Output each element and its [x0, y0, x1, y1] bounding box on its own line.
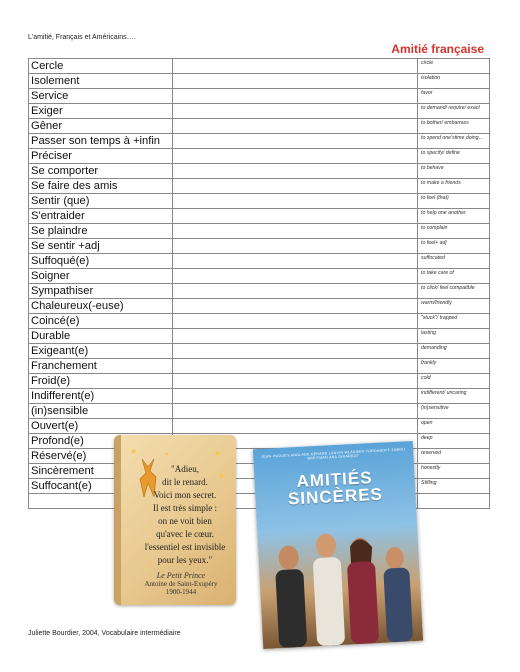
french-term-cell: Profond(e)	[29, 434, 173, 449]
english-translation-cell: "stuck"/ trapped	[418, 314, 490, 329]
french-term-cell: Froid(e)	[29, 374, 173, 389]
blank-cell	[173, 89, 418, 104]
english-translation-cell: open	[418, 419, 490, 434]
english-translation-cell: indifferent/ uncaring	[418, 389, 490, 404]
french-term-cell: Suffocant(e)	[29, 479, 173, 494]
blank-cell	[173, 134, 418, 149]
french-term-cell: Passer son temps à +infin	[29, 134, 173, 149]
quote-line: Voici mon secret.	[153, 490, 217, 500]
quote-line: l'essentiel est invisible	[144, 542, 226, 552]
english-translation-cell: lasting	[418, 329, 490, 344]
french-term-cell: Coincé(e)	[29, 314, 173, 329]
table-row	[29, 194, 490, 209]
table-row	[29, 374, 490, 389]
blank-cell	[173, 104, 418, 119]
poster-cast-illustration	[257, 511, 424, 649]
table-row	[29, 434, 490, 449]
table-row	[29, 149, 490, 164]
blank-cell	[173, 359, 418, 374]
english-translation-cell: warm/friendly	[418, 299, 490, 314]
english-translation-cell: to demand/ require/ exact	[418, 104, 490, 119]
star-icon: ★	[218, 471, 226, 480]
blank-cell	[173, 329, 418, 344]
english-translation-cell: to complain	[418, 224, 490, 239]
english-translation-cell: honestly	[418, 464, 490, 479]
french-term-cell: Cercle	[29, 59, 173, 74]
book-attribution	[132, 572, 230, 596]
english-translation-cell: to make a friends	[418, 179, 490, 194]
table-row	[29, 164, 490, 179]
english-translation-cell: demanding	[418, 344, 490, 359]
blank-cell	[173, 74, 418, 89]
french-term-cell: Réservé(e)	[29, 449, 173, 464]
english-translation-cell: favor	[418, 89, 490, 104]
french-term-cell: Se plaindre	[29, 224, 173, 239]
english-translation-cell: to behave	[418, 164, 490, 179]
blank-cell	[173, 194, 418, 209]
french-term-cell: Sympathiser	[29, 284, 173, 299]
blank-cell	[173, 164, 418, 179]
blank-cell	[173, 284, 418, 299]
poster-cast-names: JEAN-HUGUES ANGLADE GÉRARD LANVIN WLADIMIR YORDANOFF ZABOU BREITMAN ANA GIRARDOT	[261, 447, 406, 461]
document-header: L'amitié, Français et Américains….	[28, 34, 136, 41]
page-title: Amitié française	[391, 42, 484, 56]
french-term-cell: Suffoqué(e)	[29, 254, 173, 269]
english-translation-cell	[418, 494, 490, 509]
blank-cell	[173, 389, 418, 404]
table-row	[29, 104, 490, 119]
book-title: Le Petit Prince	[156, 571, 206, 580]
french-term-cell: Se comporter	[29, 164, 173, 179]
quote-line: Il est très simple :	[153, 503, 217, 513]
blank-cell	[173, 344, 418, 359]
table-row	[29, 389, 490, 404]
vocabulary-table-body	[29, 59, 490, 509]
blank-cell	[173, 299, 418, 314]
poster-title-line: AMITIÉS	[296, 468, 373, 492]
french-term-cell: S'entraider	[29, 209, 173, 224]
blank-cell	[173, 404, 418, 419]
blank-cell	[173, 269, 418, 284]
table-row	[29, 419, 490, 434]
english-translation-cell: to feel+ adj	[418, 239, 490, 254]
english-translation-cell: reserved	[418, 449, 490, 464]
quote-line: dit le renard.	[162, 477, 208, 487]
english-translation-cell: cold	[418, 374, 490, 389]
quote-line: pour les yeux."	[157, 555, 213, 565]
blank-cell	[173, 254, 418, 269]
table-row	[29, 74, 490, 89]
table-row	[29, 224, 490, 239]
table-row	[29, 344, 490, 359]
english-translation-cell: deep	[418, 434, 490, 449]
english-translation-cell: to click/ feel compatible	[418, 284, 490, 299]
book-years: 1900-1944	[165, 588, 197, 596]
french-term-cell: (in)sensible	[29, 404, 173, 419]
book-author: Antoine de Saint-Exupéry	[144, 580, 218, 588]
french-term-cell: Sincèrement	[29, 464, 173, 479]
french-term-cell: Ouvert(e)	[29, 419, 173, 434]
french-term-cell: Durable	[29, 329, 173, 344]
french-term-cell: Gêner	[29, 119, 173, 134]
english-translation-cell: (in)sensitive	[418, 404, 490, 419]
table-row	[29, 209, 490, 224]
blank-cell	[173, 419, 418, 434]
french-term-cell: Service	[29, 89, 173, 104]
book-spine	[114, 435, 121, 605]
english-translation-cell: to help one another	[418, 209, 490, 224]
french-term-cell: Exigeant(e)	[29, 344, 173, 359]
star-icon: ★	[214, 449, 222, 458]
english-translation-cell: isolation	[418, 74, 490, 89]
blank-cell	[173, 224, 418, 239]
english-translation-cell: to take care of	[418, 269, 490, 284]
french-term-cell: Exiger	[29, 104, 173, 119]
table-row	[29, 89, 490, 104]
blank-cell	[173, 119, 418, 134]
french-term-cell: Soigner	[29, 269, 173, 284]
english-translation-cell: frankly	[418, 359, 490, 374]
english-translation-cell: circle	[418, 59, 490, 74]
table-row	[29, 239, 490, 254]
table-row	[29, 299, 490, 314]
quote-line: "Adieu,	[171, 464, 199, 474]
table-row	[29, 179, 490, 194]
blank-cell	[173, 239, 418, 254]
table-row	[29, 254, 490, 269]
french-term-cell: Se faire des amis	[29, 179, 173, 194]
blank-cell	[173, 59, 418, 74]
french-term-cell: Préciser	[29, 149, 173, 164]
vocabulary-table	[28, 58, 490, 509]
table-row	[29, 269, 490, 284]
blank-cell	[173, 314, 418, 329]
table-row	[29, 119, 490, 134]
french-term-cell: Indifferent(e)	[29, 389, 173, 404]
french-term-cell: Sentir (que)	[29, 194, 173, 209]
petit-prince-quote-card	[114, 435, 236, 605]
blank-cell	[173, 209, 418, 224]
blank-cell	[173, 179, 418, 194]
poster-title-line: SINCÈRES	[287, 484, 384, 509]
english-translation-cell: Stifling	[418, 479, 490, 494]
english-translation-cell: to spend one'stime doing…	[418, 134, 490, 149]
quote-line: on ne voit bien	[158, 516, 212, 526]
english-translation-cell: to specify/ define	[418, 149, 490, 164]
movie-poster	[253, 441, 423, 649]
star-icon: ★	[130, 447, 138, 456]
french-term-cell: Chaleureux(-euse)	[29, 299, 173, 314]
table-row	[29, 284, 490, 299]
fox-quote	[136, 463, 234, 567]
french-term-cell: Isolement	[29, 74, 173, 89]
blank-cell	[173, 374, 418, 389]
quote-line: qu'avec le cœur.	[156, 529, 214, 539]
english-translation-cell: to bother/ embarrass	[418, 119, 490, 134]
french-term-cell: Franchement	[29, 359, 173, 374]
blank-cell	[173, 149, 418, 164]
table-row	[29, 314, 490, 329]
star-icon: ★	[164, 452, 170, 458]
english-translation-cell: suffocated	[418, 254, 490, 269]
table-row	[29, 404, 490, 419]
table-row	[29, 134, 490, 149]
document-footer: Juliette Bourdier, 2004, Vocabulaire intermédiaire	[28, 630, 181, 637]
table-row	[29, 59, 490, 74]
poster-title	[254, 467, 416, 509]
table-row	[29, 359, 490, 374]
table-row	[29, 329, 490, 344]
english-translation-cell: to feel (that)	[418, 194, 490, 209]
french-term-cell: Se sentir +adj	[29, 239, 173, 254]
